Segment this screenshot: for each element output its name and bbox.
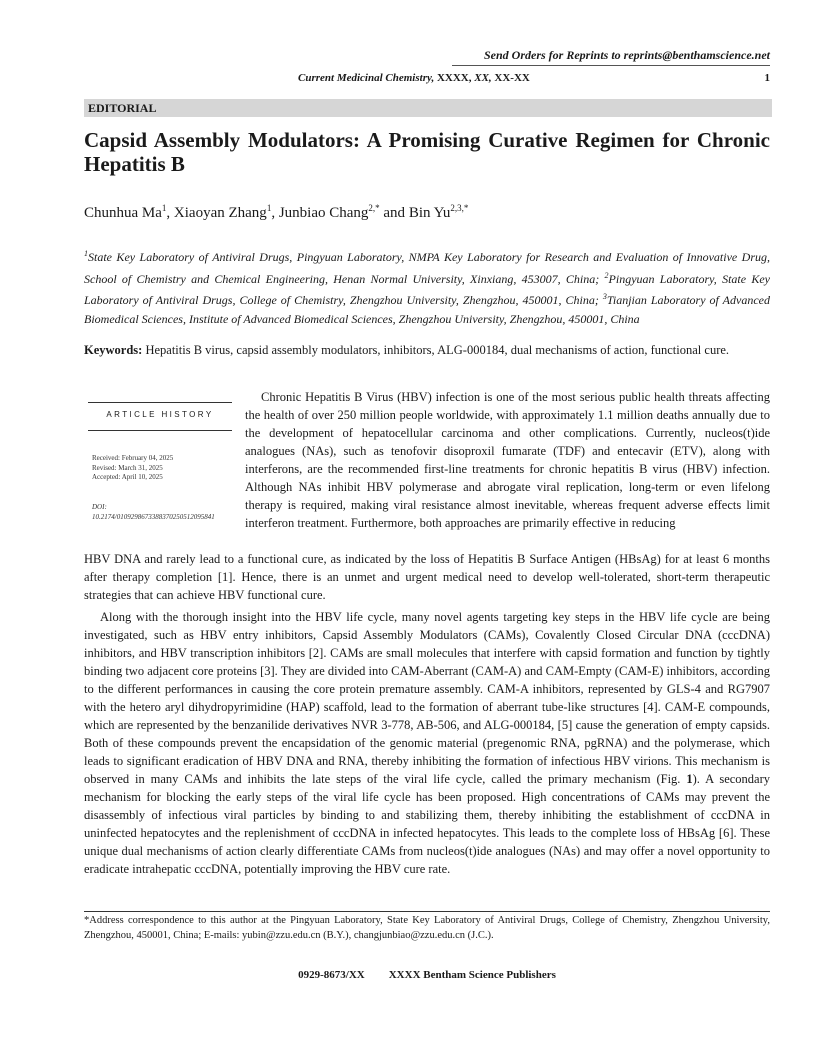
affiliation-text: State Key Laboratory of Antiviral Drugs, Pingyuan Laboratory, NMPA Key Laboratory for Research and Evaluation of Innovative Drug, School of Chemistry and Chemical Engineering, Henan Normal University, Xinxiang, 453007, China; (84, 250, 770, 286)
accepted-date: Accepted: April 10, 2025 (92, 473, 163, 481)
affil-sup: 2 (604, 270, 609, 280)
figure-reference: 1 (686, 772, 693, 786)
page-number: 1 (764, 72, 770, 84)
author: Xiaoyan Zhang (173, 205, 267, 221)
reprints-rule (452, 65, 770, 66)
journal-pages: XX-XX (494, 72, 530, 84)
affil-sup: 1 (84, 249, 88, 258)
author: Chunhua Ma (84, 205, 162, 221)
author: Junbiao Chang (278, 205, 369, 221)
author-affil-sup: 2,3,* (450, 203, 469, 213)
keywords-label: Keywords: (84, 343, 143, 357)
author-separator: , (271, 205, 279, 221)
article-dates (92, 454, 173, 483)
affil-sup: 3 (602, 292, 607, 301)
issn: 0929-8673/XX (298, 969, 365, 981)
reprints-notice: Send Orders for Reprints to reprints@benthamscience.net (483, 48, 770, 62)
author: Bin Yu (408, 205, 451, 221)
article-history-top-rule (88, 402, 232, 403)
article-history-bottom-rule (88, 430, 232, 431)
author-affil-sup: 1 (266, 203, 272, 213)
author-affil-sup: 2,* (368, 203, 380, 213)
footnote-rule (84, 911, 770, 912)
article-title: Capsid Assembly Modulators: A Promising Curative Regimen for Chronic Hepatitis B (84, 128, 770, 176)
journal-citation (298, 72, 530, 84)
body-paragraph-1-continued: HBV DNA and rarely lead to a functional cure, as indicated by the loss of Hepatitis B Surface Antigen (HBsAg) for at least 6 months after therapy completion [1]. Hence, there is an unmet and urgent medical need to develop well-tolerated, short-term therapeutic strategies that can achieve HBV functional cure. (84, 552, 770, 602)
journal-year: XXXX, (436, 72, 472, 84)
journal-name: Current Medicinal Chemistry, (298, 72, 435, 84)
revised-date: Revised: March 31, 2025 (92, 463, 163, 472)
journal-volume: XX, (474, 72, 492, 84)
body-paragraph-1: Chronic Hepatitis B Virus (HBV) infection is one of the most serious public health threats affecting the health of over 250 million people worldwide, with approximately 1.1 million deaths annually due to the development of hepatocellular carcinoma and other complications. Currently, nucleos(t)ide analogues (NAs), such as tenofovir disoproxil fumarate (TDF) and entecavir (ETV), along with interferons, are the recommended first-line treatments for chronic hepatitis B virus (HBV) infection. Although NAs inhibit HBV polymerase and abrogate viral replication, long-term or even lifelong therapy is required, making viral resistance almost inevitable, whereas frequent adverse effects limit interferon treatment. Furthermore, both approaches are primarily effective in reducing (245, 390, 770, 530)
author-affil-sup: 1 (161, 203, 167, 213)
paragraph-text: ). A secondary mechanism for blocking the early steps of the viral life cycle has been proposed. High concentrations of CAMs may prevent the disassembly of infectious viral particles by binding to and stabilizing them, thereby inhibiting the establishment of cccDNA in uninfected hepatocytes and the replenishment of cccDNA in infected hepatocytes. This leads to the complete loss of HBsAg [6]. These unique dual mechanisms of action clearly differentiate CAMs from nucleos(t)ide analogues (NAs) and may offer a novel opportunity to eradicate intrahepatic cccDNA, potentially improving the HBV cure rate. (84, 772, 770, 876)
publisher: XXXX Bentham Science Publishers (388, 969, 556, 981)
keywords (84, 341, 770, 359)
doi-block (92, 503, 215, 522)
section-label: EDITORIAL (84, 99, 772, 117)
affiliation-text: Pingyuan Laboratory, State Key Laboratory of Antiviral Drugs, College of Chemistry, Zhengzhou University, Zhengzhou, 450001, China; (84, 271, 770, 307)
page-footer (84, 969, 770, 981)
author-separator: , (166, 205, 174, 221)
author-separator: and (379, 205, 409, 221)
doi-value: 10.2174/0109298673388370250512095841 (92, 512, 215, 521)
author-list (84, 203, 770, 222)
article-history-heading: ARTICLE HISTORY (106, 410, 214, 419)
affiliation-text: Tianjian Laboratory of Advanced Biomedical Sciences, Institute of Advanced Biomedical Sciences, Zhengzhou University, Zhengzhou, 450001, China (84, 293, 770, 326)
received-date: Received: February 04, 2025 (92, 454, 174, 462)
affiliations (84, 245, 770, 328)
paragraph-text: Along with the thorough insight into the HBV life cycle, many novel agents targeting key steps in the HBV life cycle are being investigated, such as HBV entry inhibitors, Capsid Assembly Modulators (CAMs), Covalently Closed Circular DNA (cccDNA) inhibitors, and HBV transcription inhibitors [2]. CAMs are small molecules that interfere with capsid formation and function by tightly binding two adjacent core proteins [3]. They are divided into CAM-Aberrant (CAM-A) and CAM-Empty (CAM-E) inhibitors, according to the different performances in causing the core protein premature assembly. CAM-A inhibitors, represented by GLS-4 and RG7907 with the hetero aryl dihydropyrimidine (HAP) scaffold, lead to the formation of aberrant tube-like structures [4]. CAM-E compounds, which are represented by the benzanilide derivatives NVR 3-778, AB-506, and ALG-000184, [5] cause the generation of empty capsids. Both of these compounds prevent the encapsidation of the genomic material (pregenomic RNA, pgRNA) and the polymerase, which leads to significant eradication of HBV DNA and RNA, thereby inhibiting the formation of infectious HBV virions. This mechanism is observed in many CAMs and inhibits the late steps of the viral life cycle, called the primary mechanism (Fig. (84, 610, 770, 786)
body-paragraph-2 (84, 608, 770, 878)
correspondence-footnote: *Address correspondence to this author at the Pingyuan Laboratory, State Key Laboratory of Antiviral Drugs, College of Chemistry, Zhengzhou University, Zhengzhou, 450001, China; E-mails: yubin@zzu.edu.cn (B.Y.), changjunbiao@zzu.edu.cn (J.C.). (84, 915, 770, 941)
doi-label: DOI: (92, 503, 107, 511)
keywords-text: Hepatitis B virus, capsid assembly modulators, inhibitors, ALG-000184, dual mechanisms of action, functional cure. (145, 343, 730, 357)
